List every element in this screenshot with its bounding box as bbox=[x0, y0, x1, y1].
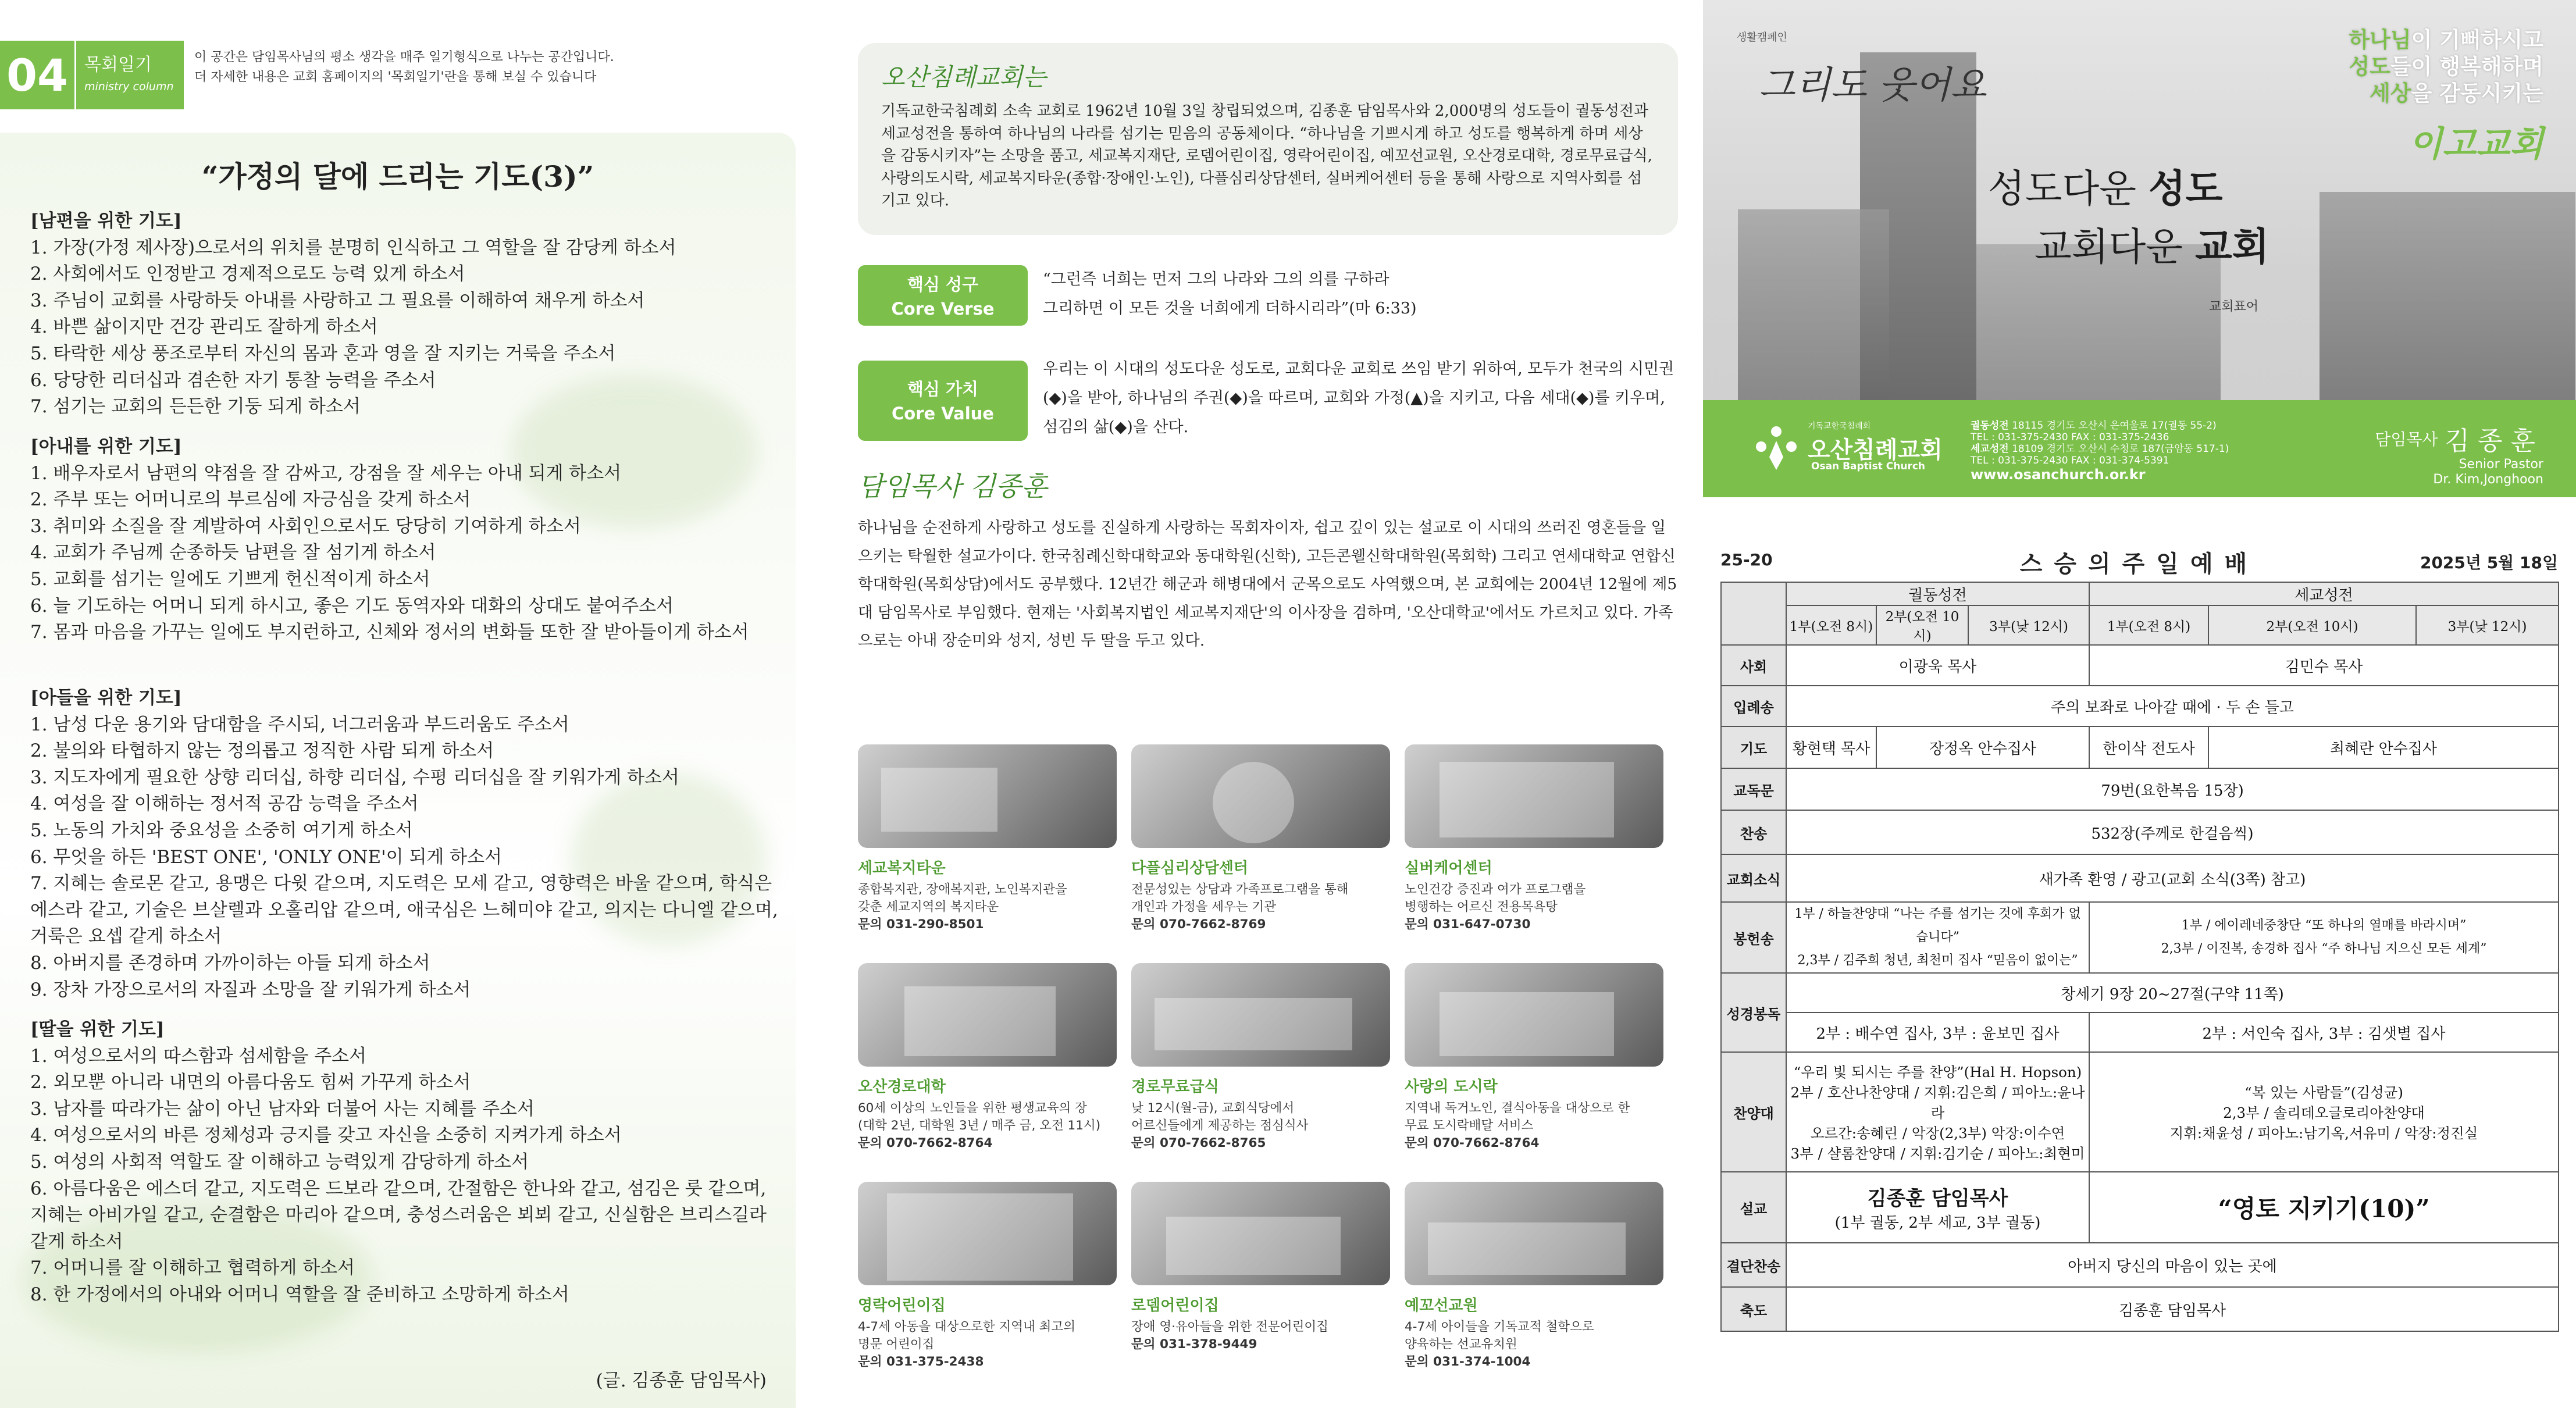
core-verse-label bbox=[858, 265, 1028, 326]
prayer-section-husband bbox=[30, 208, 781, 420]
sermon-schedule: (1부 궐동, 2부 세교, 3부 궐동) bbox=[1834, 1214, 2041, 1232]
offering-line: 2,3부 / 이진복, 송경하 집사 “주 하나님 지으신 모든 세계” bbox=[2161, 942, 2487, 956]
offering-line: 1부 / 하늘찬양대 “나는 주를 섬기는 것에 후회가 없습니다” bbox=[1794, 907, 2081, 944]
table-row bbox=[1721, 1243, 2559, 1287]
prayer-line: 4. 여성으로서의 바른 정체성과 긍지를 갖고 자신을 소중히 지켜가게 하소서 bbox=[30, 1125, 622, 1146]
hymn-cell: 532장(주께로 한걸음씩) bbox=[1786, 810, 2559, 854]
table-row bbox=[1721, 902, 2559, 973]
motto-emphasis: 성도 bbox=[2149, 166, 2223, 211]
column-subtitle: ministry column bbox=[84, 80, 174, 93]
campus-header: 세교성전 bbox=[2089, 582, 2559, 605]
worship-order-table bbox=[1720, 582, 2559, 1332]
bulletin-cover-page bbox=[1703, 0, 2576, 1408]
column-intro bbox=[194, 48, 788, 87]
building bbox=[2320, 192, 2575, 401]
prayer-line: 6. 늘 기도하는 어머니 되게 하시고, 좋은 기도 동역자와 대화의 상대도 붙여주소서 bbox=[30, 595, 674, 616]
choir-line: 2,3부 / 솔리데오글로리아찬양대 bbox=[2223, 1104, 2425, 1121]
sermon-preacher: 김종훈 담임목사 bbox=[1867, 1187, 2008, 1210]
motto-label: 교회표어 bbox=[2209, 300, 2259, 314]
ministry-name: 실버케어센터 bbox=[1405, 860, 1492, 877]
ministry-phone: 문의 070-7662-8769 bbox=[1131, 917, 1266, 932]
desc-line: 4-7세 아동을 대상으로한 지역내 최고의 bbox=[858, 1320, 1075, 1334]
prayer-line: 6. 당당한 리더십과 겸손한 자기 통찰 능력을 주소서 bbox=[30, 369, 436, 391]
motto-text: 성도다운 bbox=[1988, 166, 2149, 211]
church-motto bbox=[1988, 160, 2269, 276]
prayer-title: “가정의 달에 드리는 기도(3)” bbox=[201, 159, 594, 194]
table-row bbox=[1721, 768, 2559, 810]
reader-cell: 2부 : 배수연 집사, 3부 : 윤보민 집사 bbox=[1786, 1013, 2089, 1052]
row-label: 설교 bbox=[1721, 1172, 1786, 1243]
prayer-line: 6. 무엇을 하든 'BEST ONE', 'ONLY ONE'이 되게 하소서 bbox=[30, 846, 503, 868]
slogan-word: 하나님 bbox=[2349, 27, 2411, 52]
prayer-line: 7. 섬기는 교회의 든든한 기둥 되게 하소서 bbox=[30, 396, 361, 418]
choir-line: 지휘:채윤성 / 피아노:남기옥,서유미 / 악장:정진실 bbox=[2169, 1124, 2478, 1142]
church-news-cell: 새가족 환영 / 광고(교회 소식(3쪽) 참고) bbox=[1786, 854, 2559, 902]
denomination: 기독교한국침례회 bbox=[1808, 422, 1871, 431]
core-value-label bbox=[858, 361, 1028, 441]
section-heading: [딸을 위한 기도] bbox=[30, 1019, 165, 1040]
prayer-cell: 황현택 목사 bbox=[1786, 726, 1876, 768]
row-label: 입례송 bbox=[1721, 686, 1786, 726]
row-label: 성경봉독 bbox=[1721, 973, 1786, 1052]
desc-line: 낮 12시(월-금), 교회식당에서 bbox=[1131, 1101, 1295, 1115]
ministry-card bbox=[1405, 744, 1663, 933]
row-label: 축도 bbox=[1721, 1287, 1786, 1331]
ministry-photo bbox=[858, 963, 1117, 1067]
church-info-band bbox=[1703, 400, 2576, 497]
pastor-tag bbox=[2375, 420, 2543, 487]
label-ko: 핵심 가치 bbox=[907, 379, 979, 399]
ministry-card bbox=[1405, 1182, 1663, 1371]
service-time: 2부(오전 10시) bbox=[1876, 605, 1968, 645]
service-time: 2부(오전 10시) bbox=[2208, 605, 2416, 645]
verse-line: 그리하면 이 모든 것을 너희에게 더하시리라”(마 6:33) bbox=[1043, 300, 1417, 318]
worship-title: 스승의주일예배 bbox=[2019, 551, 2259, 578]
table-row bbox=[1721, 810, 2559, 854]
prayer-cell: 최혜란 안수집사 bbox=[2208, 726, 2559, 768]
offering-cell bbox=[1786, 902, 2089, 973]
prayer-line: 5. 교회를 섬기는 일에도 기쁘게 헌신적이게 하소서 bbox=[30, 568, 430, 590]
choir-line: 2부 / 호산나찬양대 / 지휘:김은희 / 피아노:윤나라 bbox=[1790, 1083, 2085, 1121]
campus-header: 궐동성전 bbox=[1786, 582, 2089, 605]
row-label: 찬송 bbox=[1721, 810, 1786, 854]
ministry-card bbox=[1131, 1182, 1390, 1353]
sermon-preacher-cell bbox=[1786, 1172, 2089, 1243]
prayer-line: 5. 노동의 가치와 중요성을 소중히 여기게 하소서 bbox=[30, 819, 413, 841]
building bbox=[1738, 209, 1889, 401]
desc-line: 병행하는 어르신 전용목욕탕 bbox=[1405, 900, 1558, 914]
intro-line: 이 공간은 담임목사님의 평소 생각을 매주 일기형식으로 나누는 공간입니다. bbox=[194, 50, 614, 65]
church-name-en: Osan Baptist Church bbox=[1811, 461, 1926, 472]
prayer-line: 7. 어머니를 잘 이해하고 협력하게 하소서 bbox=[30, 1257, 355, 1279]
desc-line: 4-7세 아이들을 기독교적 철학으로 bbox=[1405, 1320, 1594, 1334]
prayer-line: 1. 가장(가정 제사장)으로서의 위치를 분명히 인식하고 그 역할을 잘 감당케 하소서 bbox=[30, 237, 676, 258]
pastor-heading: 담임목사 김종훈 bbox=[858, 470, 1047, 502]
row-label: 기도 bbox=[1721, 726, 1786, 768]
section-heading: [남편을 위한 기도] bbox=[30, 211, 182, 231]
slogan-text: 들이 행복해하며 bbox=[2390, 54, 2543, 79]
pastor-title-en: Senior Pastor bbox=[2459, 457, 2543, 472]
ministry-column-page bbox=[0, 0, 798, 1408]
prayer-line: 2. 사회에서도 인정받고 경제적으로도 능력 있게 하소서 bbox=[30, 263, 465, 285]
church-intro-text: 기독교한국침례회 소속 교회로 1962년 10월 3일 창립되었으며, 김종훈 담임목사와 2,000명의 성도들이 궐동성전과 세교성전을 통하여 하나님의 나라를 섬기는 믿음의 공동체이다. “하나님을 기쁘시게 하고 성도를 행복하게 하며 세상을 감동시키자”는 소망을 품고, 세교복지재단, 로뎀어린이집, 영락어린이집, 예꼬선교원, 오산경로대학, 경로무료급식, 사랑의도시락, 세교복지타운(종합·장애인·노인), 다플심리상담센터, 실버케어센터 등을 통해 사랑으로 지역사회를 섬기고 있다. bbox=[881, 102, 1652, 209]
table-row bbox=[1721, 726, 2559, 768]
campaign-logo: 그리도 웃어요 bbox=[1759, 64, 1987, 107]
offering-line: 2,3부 / 김주희 청년, 최천미 집사 “믿음이 없이는” bbox=[1797, 953, 2078, 968]
church-intro-heading: 오산침례교회는 bbox=[881, 63, 1047, 91]
pastor-name-en: Dr. Kim,Jonghoon bbox=[2433, 472, 2543, 487]
prayer-line: 4. 교회가 주님께 순종하듯 남편을 잘 섬기게 하소서 bbox=[30, 542, 436, 564]
table-row bbox=[1721, 605, 2559, 645]
ministry-phone: 문의 031-647-0730 bbox=[1405, 917, 1531, 932]
desc-line: 명문 어린이집 bbox=[858, 1337, 935, 1352]
prayer-section-son bbox=[30, 685, 781, 1003]
desc-line: 무료 도시락배달 서비스 bbox=[1405, 1118, 1534, 1133]
ministry-phone: 문의 031-290-8501 bbox=[858, 917, 984, 932]
section-heading: [아내를 위한 기도] bbox=[30, 436, 182, 457]
prayer-line: 7. 지혜는 솔로몬 같고, 용맹은 다윗 같으며, 지도력은 모세 같고, 영향력은 바울 같으며, 학식은 에스라 같고, 기술은 브살렐과 오홀리압 같으며, 애국심은 느헤미야 같고, 의지는 다니엘 같으며, 거룩은 요셉 같게 하소서 bbox=[30, 873, 778, 947]
prayer-line: 3. 지도자에게 필요한 상향 리더십, 하향 리더십, 수평 리더십을 잘 키워가게 하소서 bbox=[30, 767, 679, 788]
ministry-name: 예꼬선교원 bbox=[1405, 1297, 1478, 1314]
ministry-desc bbox=[1405, 881, 1663, 933]
desc-line: 갖춘 세교지역의 복지타운 bbox=[858, 900, 999, 914]
ministry-card bbox=[1405, 963, 1663, 1152]
ministry-phone: 문의 031-378-9449 bbox=[1131, 1337, 1257, 1352]
ministry-phone: 문의 070-7662-8765 bbox=[1131, 1136, 1266, 1150]
prayer-box bbox=[0, 133, 796, 1408]
campus-phone: TEL : 031-375-2430 FAX : 031-375-2436 bbox=[1971, 432, 2169, 443]
decision-hymn-cell: 아버지 당신의 마음이 있는 곳에 bbox=[1786, 1243, 2559, 1287]
church-slogan bbox=[2349, 27, 2543, 107]
row-label: 찬양대 bbox=[1721, 1052, 1786, 1172]
church-name: 오산침례교회 bbox=[1808, 437, 1943, 464]
row-label: 교회소식 bbox=[1721, 854, 1786, 902]
motto-text: 교회다운 bbox=[2035, 224, 2196, 269]
choir-line: “복 있는 사람들”(김성균) bbox=[2244, 1083, 2403, 1101]
motto-emphasis: 교회 bbox=[2195, 224, 2269, 269]
issue-number: 25-20 bbox=[1720, 550, 1773, 569]
core-verse-row bbox=[858, 265, 1678, 341]
pastor-name: 김종훈 bbox=[2445, 426, 2543, 456]
offering-line: 1부 / 에이레네중창단 “또 하나의 열매를 바라시며” bbox=[2181, 918, 2467, 933]
prayer-section-daughter bbox=[30, 1017, 781, 1309]
campus-phone: TEL : 031-375-2430 FAX : 031-374-5391 bbox=[1971, 455, 2169, 466]
responsive-reading-cell: 79번(요한복음 15장) bbox=[1786, 768, 2559, 810]
ministry-photo bbox=[1131, 1182, 1390, 1285]
desc-line: 전문성있는 상담과 가족프로그램을 통해 bbox=[1131, 882, 1349, 897]
prayer-line: 6. 아름다움은 에스더 같고, 지도력은 드보라 같으며, 간절함은 한나와 같고, 섬김은 룻 같으며, 지혜는 아비가일 같고, 순결함은 마리아 같으며, 충성스러움은 뵈뵈 같고, 신실함은 브리스길라 같게 하소서 bbox=[30, 1178, 767, 1252]
table-row bbox=[1721, 582, 2559, 605]
desc-line: 노인건강 증진과 여가 프로그램을 bbox=[1405, 882, 1586, 897]
table-row bbox=[1721, 645, 2559, 686]
choir-cell bbox=[2089, 1052, 2559, 1172]
core-verse-text bbox=[1043, 265, 1677, 323]
campus-label: 세교성전 bbox=[1971, 443, 2009, 455]
prayer-line: 1. 여성으로서의 따스함과 섬세함을 주소서 bbox=[30, 1045, 367, 1067]
prayer-line: 2. 외모뿐 아니라 내면의 아름다움도 힘써 가꾸게 하소서 bbox=[30, 1072, 471, 1093]
column-title-badge bbox=[74, 41, 184, 109]
ministry-desc bbox=[1131, 1100, 1390, 1152]
prayer-cell: 장정옥 안수집사 bbox=[1876, 726, 2089, 768]
prayer-line: 8. 한 가정에서의 아내와 어머니 역할을 잘 준비하고 소망하게 하소서 bbox=[30, 1284, 569, 1305]
prayer-line: 1. 남성 다운 용기와 담대함을 주시되, 너그러움과 부드러움도 주소서 bbox=[30, 714, 569, 735]
prayer-line: 3. 남자를 따라가는 삶이 아닌 남자와 더불어 사는 지혜를 주소서 bbox=[30, 1098, 535, 1120]
ministry-phone: 문의 031-375-2438 bbox=[858, 1354, 984, 1369]
benediction-cell: 김종훈 담임목사 bbox=[1786, 1287, 2559, 1331]
ministry-phone: 문의 070-7662-8764 bbox=[858, 1136, 993, 1150]
ministry-photo bbox=[1131, 963, 1390, 1067]
prayer-line: 3. 취미와 소질을 잘 계발하여 사회인으로서도 당당히 기여하게 하소서 bbox=[30, 515, 581, 537]
slogan-text: 을 감동시키는 bbox=[2411, 81, 2543, 106]
prayer-line: 1. 배우자로서 남편의 약점을 잘 감싸고, 강점을 잘 세우는 아내 되게 하소서 bbox=[30, 462, 622, 484]
desc-line: 양육하는 선교유치원 bbox=[1405, 1337, 1517, 1352]
label-en: Core Value bbox=[892, 404, 994, 423]
ministry-name: 세교복지타운 bbox=[858, 860, 946, 877]
choir-cell bbox=[1786, 1052, 2089, 1172]
prayer-line: 9. 장차 가장으로서의 자질과 소망을 잘 키워가게 하소서 bbox=[30, 979, 471, 1000]
worship-date: 2025년 5월 18일 bbox=[2420, 553, 2558, 572]
slogan-word: 성도 bbox=[2349, 54, 2390, 79]
ministry-photo bbox=[858, 744, 1117, 848]
church-info-page bbox=[858, 0, 1678, 1408]
prayer-line: 4. 여성을 잘 이해하는 정서적 공감 능력을 주소서 bbox=[30, 793, 419, 815]
prayer-line: 2. 불의와 타협하지 않는 정의롭고 정직한 사람 되게 하소서 bbox=[30, 740, 494, 762]
prayer-line: 8. 아버지를 존경하며 가까이하는 아들 되게 하소서 bbox=[30, 952, 430, 974]
choir-line: 오르간:송혜린 / 악장(2,3부) 악장:이수연 bbox=[1810, 1124, 2065, 1142]
desc-line: 지역내 독거노인, 결식아동을 대상으로 한 bbox=[1405, 1101, 1630, 1115]
pastor-bio: 하나님을 순전하게 사랑하고 성도를 진실하게 사랑하는 목회자이자, 쉽고 깊이 있는 설교로 이 시대의 쓰러진 영혼들을 일으키는 탁월한 설교가이다. 한국침례신학대학교와 동대학원(신학), 고든콘웰신학대학원(목회학) 그리고 연세대학교 연합신학대학원(목회상담)에서도 공부했다. 12년간 해군과 해병대에서 군목으로도 사역했으며, 본 교회에는 2004년 12월에 제5대 담임목사로 부임했다. 현재는 '사회복지법인 세교복지재단'의 이사장을 겸하며, '오산대학교'에서도 가르치고 있다. 가족으로는 아내 장순미와 성지, 성빈 두 딸을 두고 있다. bbox=[858, 519, 1677, 650]
row-label: 교독문 bbox=[1721, 768, 1786, 810]
prayer-line: 3. 주님이 교회를 사랑하듯 아내를 사랑하고 그 필요를 이해하여 채우게 하소서 bbox=[30, 290, 645, 311]
page-number-badge: 04 bbox=[0, 41, 74, 109]
signature: (글. 김종훈 담임목사) bbox=[596, 1370, 767, 1391]
ministry-card bbox=[858, 963, 1117, 1152]
leader-cell: 김민수 목사 bbox=[2089, 645, 2559, 686]
ministry-desc bbox=[1405, 1318, 1663, 1371]
prayer-line: 7. 몸과 마음을 가꾸는 일에도 부지런하고, 신체와 정서의 변화들 또한 잘 받아들이게 하소서 bbox=[30, 622, 749, 643]
campus-address: 18115 경기도 오산시 은여울로 17(궐동 55-2) bbox=[2012, 420, 2217, 432]
slogan-text: 이 기뻐하시고 bbox=[2411, 27, 2543, 52]
ministry-card bbox=[858, 744, 1117, 933]
scripture-cell: 창세기 9장 20~27절(구약 11쪽) bbox=[1786, 973, 2559, 1013]
table-row bbox=[1721, 1287, 2559, 1331]
desc-line: 장애 영·유아들을 위한 전문어린이집 bbox=[1131, 1320, 1328, 1334]
campus-label: 궐동성전 bbox=[1971, 420, 2009, 432]
ministry-photo bbox=[1405, 744, 1663, 848]
ministry-photo bbox=[858, 1182, 1117, 1285]
intro-line: 더 자세한 내용은 교회 홈페이지의 '목회일기'란을 통해 보실 수 있습니다 bbox=[194, 70, 597, 84]
section-heading: [아들을 위한 기도] bbox=[30, 687, 182, 708]
church-logo-icon bbox=[1752, 423, 1801, 472]
desc-line: 어르신들에게 제공하는 점심식사 bbox=[1131, 1118, 1309, 1133]
core-value-text: 우리는 이 시대의 성도다운 성도로, 교회다운 교회로 쓰임 받기 위하여, 모두가 천국의 시민권(◆)을 받아, 하나님의 주권(◆)을 따르며, 교회와 가정(▲)을 지키고, 다음 세대(◆)를 키우며, 섬김의 삶(◆)을 산다. bbox=[1043, 360, 1674, 436]
ministry-desc bbox=[1131, 881, 1390, 933]
label-en: Core Verse bbox=[891, 299, 995, 319]
table-row bbox=[1721, 686, 2559, 726]
service-time: 1부(오전 8시) bbox=[1786, 605, 1876, 645]
table-row bbox=[1721, 854, 2559, 902]
choir-line: “우리 빛 되시는 주를 찬양”(Hal H. Hopson) bbox=[1793, 1063, 2082, 1081]
ministry-name: 다플심리상담센터 bbox=[1131, 860, 1248, 877]
service-time: 3부(낮 12시) bbox=[2416, 605, 2559, 645]
ministry-phone: 문의 070-7662-8764 bbox=[1405, 1136, 1540, 1150]
offering-cell bbox=[2089, 902, 2559, 973]
slogan-word: 세상 bbox=[2370, 81, 2411, 106]
ministry-card bbox=[1131, 744, 1390, 933]
church-website-link[interactable]: www.osanchurch.or.kr bbox=[1971, 466, 2146, 483]
column-header bbox=[0, 41, 798, 128]
campus-address: 18109 경기도 오산시 수청로 187(금암동 517-1) bbox=[2012, 443, 2229, 455]
label-ko: 핵심 성구 bbox=[907, 275, 979, 294]
ministry-card bbox=[858, 1182, 1117, 1371]
sermon-title-cell bbox=[2089, 1172, 2559, 1243]
leader-cell: 이광욱 목사 bbox=[1786, 645, 2089, 686]
choir-line: 3부 / 샬롬찬양대 / 지휘:김기순 / 피아노:최현미 bbox=[1790, 1145, 2085, 1162]
ministry-name: 사랑의 도시락 bbox=[1405, 1078, 1498, 1096]
row-label: 봉헌송 bbox=[1721, 902, 1786, 973]
prayer-line: 4. 바쁜 삶이지만 건강 관리도 잘하게 하소서 bbox=[30, 316, 378, 338]
core-value-row bbox=[858, 355, 1678, 442]
corner-cell bbox=[1721, 582, 1786, 645]
ministry-name: 로뎀어린이집 bbox=[1131, 1297, 1219, 1314]
verse-line: “그런즉 너희는 먼저 그의 나라와 그의 의를 구하라 bbox=[1043, 270, 1389, 288]
table-row bbox=[1721, 1013, 2559, 1052]
desc-line: (대학 2년, 대학원 3년 / 매주 금, 오전 11시) bbox=[858, 1118, 1101, 1133]
ministry-phone: 문의 031-374-1004 bbox=[1405, 1354, 1531, 1369]
desc-line: 개인과 가정을 세우는 기관 bbox=[1131, 900, 1276, 914]
table-row bbox=[1721, 1172, 2559, 1243]
desc-line: 종합복지관, 장애복지관, 노인복지관을 bbox=[858, 882, 1067, 897]
pastor-role: 담임목사 bbox=[2375, 430, 2438, 449]
ministry-desc bbox=[1405, 1100, 1663, 1152]
ministry-card bbox=[1131, 963, 1390, 1152]
service-time: 3부(낮 12시) bbox=[1968, 605, 2089, 645]
ministry-desc bbox=[858, 881, 1117, 933]
reader-cell: 2부 : 서인숙 집사, 3부 : 김샛별 집사 bbox=[2089, 1013, 2559, 1052]
ministry-desc bbox=[858, 1318, 1117, 1371]
campaign-label: 생활캠페인 bbox=[1737, 31, 1787, 44]
ministry-photo bbox=[1405, 963, 1663, 1067]
service-time: 1부(오전 8시) bbox=[2089, 605, 2208, 645]
ministry-photo bbox=[1131, 744, 1390, 848]
call-song-cell: 주의 보좌로 나아갈 때에 · 두 손 들고 bbox=[1786, 686, 2559, 726]
ministry-name: 영락어린이집 bbox=[858, 1297, 946, 1314]
ministry-desc bbox=[1131, 1318, 1390, 1353]
church-addresses bbox=[1971, 420, 2229, 483]
prayer-cell: 한이삭 전도사 bbox=[2089, 726, 2208, 768]
row-label: 사회 bbox=[1721, 645, 1786, 686]
prayer-line: 5. 타락한 세상 풍조로부터 자신의 몸과 혼과 영을 잘 지키는 거룩을 주소서 bbox=[30, 343, 616, 364]
column-title: 목회일기 bbox=[84, 55, 152, 75]
ministry-desc bbox=[858, 1100, 1117, 1152]
row-label: 결단찬송 bbox=[1721, 1243, 1786, 1287]
ministry-name: 경로무료급식 bbox=[1131, 1078, 1219, 1096]
slogan-brand: 이고교회 bbox=[2408, 124, 2543, 165]
ministry-photo bbox=[1405, 1182, 1663, 1285]
ministry-name: 오산경로대학 bbox=[858, 1078, 946, 1096]
prayer-section-wife bbox=[30, 434, 781, 646]
desc-line: 60세 이상의 노인들을 위한 평생교육의 장 bbox=[858, 1101, 1087, 1115]
cover-image bbox=[1703, 0, 2576, 497]
prayer-line: 2. 주부 또는 어머니로의 부르심에 자긍심을 갖게 하소서 bbox=[30, 489, 471, 511]
sermon-title: “영토 지키기(10)” bbox=[2218, 1195, 2430, 1223]
prayer-line: 5. 여성의 사회적 역할도 잘 이해하고 능력있게 감당하게 하소서 bbox=[30, 1151, 529, 1172]
church-intro-box bbox=[858, 43, 1678, 235]
worship-header bbox=[1720, 546, 2558, 578]
table-row bbox=[1721, 1052, 2559, 1172]
table-row bbox=[1721, 973, 2559, 1013]
